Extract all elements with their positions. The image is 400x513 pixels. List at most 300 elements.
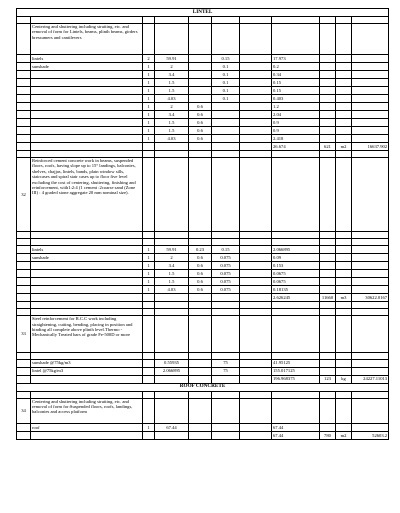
rate-cell — [320, 262, 336, 270]
length-cell: 67.44 — [155, 424, 189, 432]
amount-cell — [352, 424, 389, 432]
length-cell: 2.066895 — [155, 367, 189, 375]
breadth-cell — [189, 95, 212, 103]
depth-cell — [212, 432, 240, 440]
rate-cell — [320, 71, 336, 79]
unit-cell — [336, 424, 352, 432]
breadth-cell — [189, 24, 212, 55]
rate-cell — [320, 270, 336, 278]
description-cell — [31, 111, 143, 119]
depth-cell — [212, 398, 240, 424]
amount-cell — [352, 359, 389, 367]
depth-cell — [212, 424, 240, 432]
empty-cell — [320, 151, 336, 158]
nos-cell — [143, 24, 155, 55]
blank-col-cell — [240, 103, 272, 111]
amount-cell — [352, 111, 389, 119]
amount-cell — [352, 103, 389, 111]
empty-cell — [17, 239, 31, 246]
unit-cell — [336, 55, 352, 63]
unit-cell — [336, 367, 352, 375]
description-cell: roof — [31, 424, 143, 432]
breadth-cell — [189, 294, 212, 302]
quantity-cell: 0.9 — [272, 127, 320, 135]
breadth-cell — [189, 63, 212, 71]
measurement-row — [17, 432, 389, 440]
section-title: LINTEL — [17, 9, 389, 17]
spacer-row — [17, 302, 389, 309]
breadth-cell — [189, 55, 212, 63]
empty-cell — [320, 239, 336, 246]
empty-cell — [320, 391, 336, 398]
unit-cell — [336, 278, 352, 286]
depth-cell — [212, 119, 240, 127]
blank-col-cell — [240, 246, 272, 254]
blank-col-cell — [240, 286, 272, 294]
quantity-cell: 0.403 — [272, 95, 320, 103]
quantity-cell — [272, 398, 320, 424]
amount-cell — [352, 278, 389, 286]
length-cell — [155, 294, 189, 302]
blank-col-cell — [240, 135, 272, 143]
breadth-cell — [189, 359, 212, 367]
amount-cell — [352, 246, 389, 254]
item-no-cell — [17, 294, 31, 302]
unit-cell — [336, 71, 352, 79]
description-cell — [31, 95, 143, 103]
measurement-row — [17, 294, 389, 302]
empty-cell — [155, 232, 189, 239]
amount-cell — [352, 79, 389, 87]
item-no-cell — [17, 286, 31, 294]
description-cell: Centering and shuttering including strutting, etc. and removal of form for Lintels, beams, plinth beams, girders bressumers and cantilevers — [31, 24, 143, 55]
measurement-row — [17, 262, 389, 270]
empty-cell — [352, 17, 389, 24]
unit-cell: m2 — [336, 432, 352, 440]
empty-cell — [352, 302, 389, 309]
nos-cell: 1 — [143, 286, 155, 294]
empty-cell — [352, 239, 389, 246]
length-cell: 59.91 — [155, 55, 189, 63]
empty-cell — [272, 309, 320, 316]
quantity-cell: 17.973 — [272, 55, 320, 63]
item-no-cell — [17, 127, 31, 135]
measurement-row — [17, 135, 389, 143]
nos-cell: 2 — [143, 55, 155, 63]
breadth-cell: 0.6 — [189, 262, 212, 270]
measurement-row — [17, 359, 389, 367]
description-cell — [31, 127, 143, 135]
item-no-cell — [17, 246, 31, 254]
unit-cell: m2 — [336, 143, 352, 151]
item-no-cell — [17, 103, 31, 111]
quantity-cell: 0.0675 — [272, 278, 320, 286]
nos-cell: 1 — [143, 119, 155, 127]
amount-cell: 30622.0167 — [352, 294, 389, 302]
spacer-row — [17, 17, 389, 24]
empty-cell — [17, 309, 31, 316]
description-cell: sunshade @75kg/m3 — [31, 359, 143, 367]
description-cell: lintel @75kg/m3 — [31, 367, 143, 375]
item-description-row — [17, 24, 389, 55]
empty-cell — [17, 232, 31, 239]
rate-cell — [320, 24, 336, 55]
nos-cell: 1 — [143, 127, 155, 135]
quantity-cell: 0.0675 — [272, 270, 320, 278]
item-no-cell — [17, 254, 31, 262]
length-cell: 4.03 — [155, 95, 189, 103]
nos-cell: 1 — [143, 424, 155, 432]
amount-cell — [352, 398, 389, 424]
quantity-cell: 67.44 — [272, 424, 320, 432]
empty-cell — [31, 391, 143, 398]
description-cell — [31, 79, 143, 87]
amount-cell — [352, 127, 389, 135]
blank-col-cell — [240, 24, 272, 55]
empty-cell — [240, 302, 272, 309]
empty-cell — [212, 239, 240, 246]
empty-cell — [212, 151, 240, 158]
empty-cell — [143, 309, 155, 316]
breadth-cell — [189, 432, 212, 440]
spacer-row — [17, 239, 389, 246]
empty-cell — [189, 17, 212, 24]
description-cell — [31, 143, 143, 151]
empty-cell — [155, 302, 189, 309]
depth-cell — [212, 158, 240, 232]
description-cell — [31, 286, 143, 294]
measurement-row — [17, 79, 389, 87]
description-cell — [31, 262, 143, 270]
breadth-cell — [189, 375, 212, 383]
blank-col-cell — [240, 398, 272, 424]
empty-cell — [272, 239, 320, 246]
nos-cell — [143, 367, 155, 375]
rate-cell — [320, 63, 336, 71]
quantity-cell: 0.9 — [272, 119, 320, 127]
breadth-cell: 0.6 — [189, 103, 212, 111]
item-no-cell — [17, 278, 31, 286]
quantity-cell: 155.017125 — [272, 367, 320, 375]
nos-cell: 1 — [143, 87, 155, 95]
measurement-row — [17, 127, 389, 135]
depth-cell — [212, 127, 240, 135]
empty-cell — [272, 352, 320, 359]
empty-cell — [320, 309, 336, 316]
empty-cell — [320, 17, 336, 24]
measurement-row — [17, 424, 389, 432]
empty-cell — [17, 391, 31, 398]
nos-cell: 1 — [143, 254, 155, 262]
description-cell — [31, 103, 143, 111]
empty-cell — [272, 302, 320, 309]
nos-cell: 1 — [143, 111, 155, 119]
empty-cell — [31, 352, 143, 359]
quantity-cell: 0.15 — [272, 79, 320, 87]
description-cell — [31, 87, 143, 95]
rate-cell: 780 — [320, 432, 336, 440]
nos-cell — [143, 359, 155, 367]
blank-col-cell — [240, 79, 272, 87]
amount-cell — [352, 286, 389, 294]
item-no-cell — [17, 143, 31, 151]
quantity-cell: 2.04 — [272, 111, 320, 119]
description-cell — [31, 135, 143, 143]
breadth-cell — [189, 367, 212, 375]
breadth-cell — [189, 79, 212, 87]
nos-cell — [143, 375, 155, 383]
breadth-cell — [189, 71, 212, 79]
item-no-cell — [17, 95, 31, 103]
amount-cell — [352, 270, 389, 278]
unit-cell — [336, 398, 352, 424]
nos-cell: 1 — [143, 262, 155, 270]
length-cell: 2 — [155, 254, 189, 262]
rate-cell: 11660 — [320, 294, 336, 302]
empty-cell — [143, 302, 155, 309]
quantity-cell: 2.066895 — [272, 246, 320, 254]
measurement-row — [17, 87, 389, 95]
quantity-cell: 26.674 — [272, 143, 320, 151]
depth-cell — [212, 294, 240, 302]
empty-cell — [240, 352, 272, 359]
empty-cell — [240, 391, 272, 398]
depth-cell: 0.1 — [212, 87, 240, 95]
length-cell: 59.91 — [155, 246, 189, 254]
rate-cell — [320, 127, 336, 135]
depth-cell — [212, 143, 240, 151]
depth-cell: 0.075 — [212, 278, 240, 286]
empty-cell — [155, 17, 189, 24]
depth-cell: 0.075 — [212, 270, 240, 278]
rate-cell: 621 — [320, 143, 336, 151]
depth-cell: 75 — [212, 359, 240, 367]
length-cell — [155, 24, 189, 55]
amount-cell — [352, 254, 389, 262]
empty-cell — [352, 391, 389, 398]
unit-cell — [336, 286, 352, 294]
rate-cell — [320, 55, 336, 63]
depth-cell — [212, 135, 240, 143]
empty-cell — [155, 151, 189, 158]
item-no-cell — [17, 424, 31, 432]
blank-col-cell — [240, 294, 272, 302]
empty-cell — [272, 17, 320, 24]
blank-col-cell — [240, 55, 272, 63]
breadth-cell: 0.23 — [189, 246, 212, 254]
depth-cell: 0.075 — [212, 262, 240, 270]
item-no-cell — [17, 63, 31, 71]
rate-cell — [320, 286, 336, 294]
length-cell: 4.03 — [155, 135, 189, 143]
rate-cell — [320, 87, 336, 95]
blank-col-cell — [240, 143, 272, 151]
nos-cell: 1 — [143, 135, 155, 143]
quantity-cell — [272, 158, 320, 232]
nos-cell — [143, 143, 155, 151]
measurement-row — [17, 367, 389, 375]
item-no-cell — [17, 359, 31, 367]
item-description-row — [17, 398, 389, 424]
depth-cell — [212, 111, 240, 119]
measurement-row — [17, 286, 389, 294]
depth-cell: 0.075 — [212, 254, 240, 262]
empty-cell — [240, 151, 272, 158]
empty-cell — [155, 391, 189, 398]
length-cell: 1.5 — [155, 79, 189, 87]
length-cell: 1.5 — [155, 119, 189, 127]
rate-cell — [320, 424, 336, 432]
estimate-sheet — [16, 8, 389, 440]
quantity-cell: 2.626245 — [272, 294, 320, 302]
amount-cell: 16637.902 — [352, 143, 389, 151]
spacer-row — [17, 232, 389, 239]
amount-cell — [352, 95, 389, 103]
empty-cell — [31, 17, 143, 24]
blank-col-cell — [240, 111, 272, 119]
description-cell — [31, 119, 143, 127]
empty-cell — [17, 151, 31, 158]
breadth-cell — [189, 158, 212, 232]
empty-cell — [189, 391, 212, 398]
blank-col-cell — [240, 71, 272, 79]
breadth-cell: 0.6 — [189, 278, 212, 286]
nos-cell — [143, 294, 155, 302]
measurement-row — [17, 270, 389, 278]
quantity-cell: 1.2 — [272, 103, 320, 111]
quantity-cell: 0.09 — [272, 254, 320, 262]
description-cell — [31, 270, 143, 278]
empty-cell — [143, 352, 155, 359]
rate-cell — [320, 103, 336, 111]
item-no-cell — [17, 119, 31, 127]
depth-cell: 0.1 — [212, 71, 240, 79]
section-header — [17, 383, 389, 391]
breadth-cell — [189, 398, 212, 424]
empty-cell — [240, 239, 272, 246]
empty-cell — [31, 232, 143, 239]
amount-cell — [352, 24, 389, 55]
unit-cell — [336, 79, 352, 87]
measurement-row — [17, 71, 389, 79]
unit-cell — [336, 316, 352, 352]
spacer-row — [17, 391, 389, 398]
length-cell: 1.5 — [155, 87, 189, 95]
empty-cell — [143, 17, 155, 24]
quantity-cell: 0.15 — [272, 87, 320, 95]
unit-cell — [336, 119, 352, 127]
empty-cell — [143, 239, 155, 246]
quantity-cell — [272, 316, 320, 352]
item-description-row — [17, 316, 389, 352]
blank-col-cell — [240, 262, 272, 270]
empty-cell — [240, 17, 272, 24]
empty-cell — [189, 239, 212, 246]
quantity-cell: 196.968375 — [272, 375, 320, 383]
amount-cell — [352, 367, 389, 375]
quantity-cell: 0.2 — [272, 63, 320, 71]
nos-cell — [143, 398, 155, 424]
amount-cell: 52603.2 — [352, 432, 389, 440]
length-cell — [155, 375, 189, 383]
empty-cell — [336, 309, 352, 316]
item-no-cell — [17, 111, 31, 119]
nos-cell: 1 — [143, 79, 155, 87]
empty-cell — [212, 302, 240, 309]
measurement-row — [17, 254, 389, 262]
empty-cell — [212, 309, 240, 316]
description-cell — [31, 375, 143, 383]
unit-cell — [336, 24, 352, 55]
nos-cell: 1 — [143, 278, 155, 286]
length-cell: 1.5 — [155, 270, 189, 278]
empty-cell — [17, 302, 31, 309]
empty-cell — [320, 232, 336, 239]
empty-cell — [189, 232, 212, 239]
item-no-cell: 33 — [17, 316, 31, 352]
breadth-cell: 0.6 — [189, 111, 212, 119]
measurement-row — [17, 246, 389, 254]
rate-cell — [320, 111, 336, 119]
item-no-cell — [17, 79, 31, 87]
item-description-row — [17, 158, 389, 232]
empty-cell — [143, 232, 155, 239]
unit-cell: kg — [336, 375, 352, 383]
nos-cell: 1 — [143, 95, 155, 103]
quantity-cell — [272, 24, 320, 55]
item-no-cell — [17, 270, 31, 278]
rate-cell — [320, 254, 336, 262]
nos-cell — [143, 432, 155, 440]
amount-cell — [352, 63, 389, 71]
blank-col-cell — [240, 316, 272, 352]
unit-cell — [336, 127, 352, 135]
depth-cell: 75 — [212, 367, 240, 375]
nos-cell — [143, 316, 155, 352]
empty-cell — [143, 391, 155, 398]
depth-cell — [212, 24, 240, 55]
spacer-row — [17, 309, 389, 316]
breadth-cell: 0.6 — [189, 135, 212, 143]
length-cell — [155, 316, 189, 352]
empty-cell — [189, 151, 212, 158]
amount-cell — [352, 158, 389, 232]
description-cell — [31, 278, 143, 286]
empty-cell — [155, 239, 189, 246]
unit-cell — [336, 111, 352, 119]
blank-col-cell — [240, 254, 272, 262]
empty-cell — [336, 151, 352, 158]
rate-cell — [320, 135, 336, 143]
item-no-cell — [17, 367, 31, 375]
description-cell: sunshade — [31, 63, 143, 71]
rate-cell — [320, 316, 336, 352]
empty-cell — [212, 391, 240, 398]
empty-cell — [31, 309, 143, 316]
nos-cell — [143, 158, 155, 232]
length-cell: 2 — [155, 103, 189, 111]
amount-cell: 24227.11013 — [352, 375, 389, 383]
length-cell: 1.5 — [155, 278, 189, 286]
breadth-cell — [189, 316, 212, 352]
rate-cell — [320, 367, 336, 375]
unit-cell — [336, 246, 352, 254]
section-header — [17, 9, 389, 17]
empty-cell — [212, 232, 240, 239]
rate-cell — [320, 158, 336, 232]
blank-col-cell — [240, 87, 272, 95]
breadth-cell — [189, 424, 212, 432]
